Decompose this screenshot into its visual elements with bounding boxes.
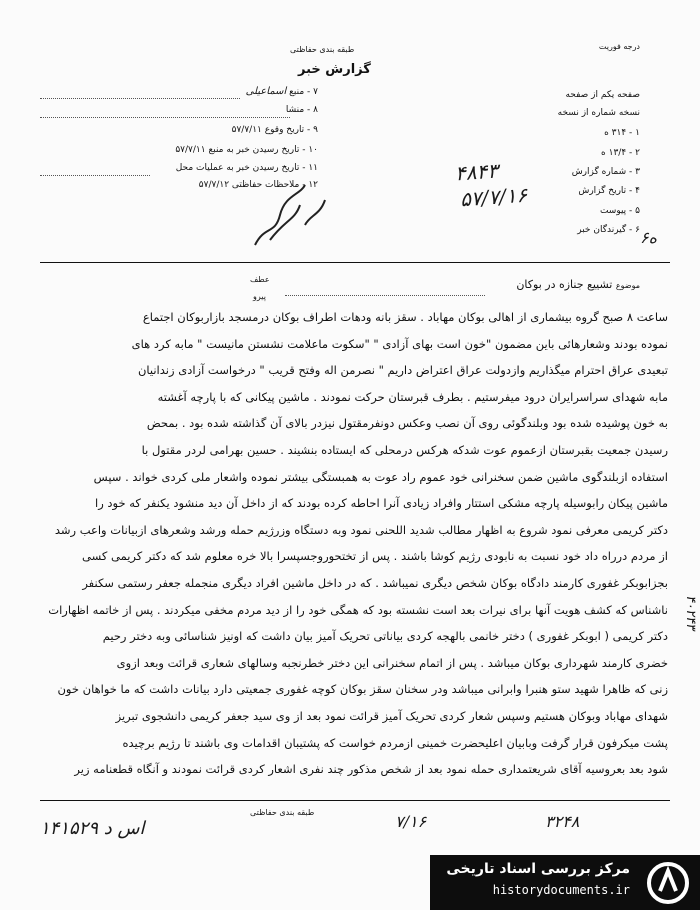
field-7: ۷ - منبع اسماعیلی (245, 86, 318, 97)
field-2: ۲ - ۱۳/۴ ه (601, 148, 640, 158)
body-line: دکتر کریمی معرفی نمود شروع به اظهار مطالب شدید اللحنی نمود وبه دستگاه وزرژیم حمله ورشد وشعرهای ازبیانات واعب رشد (54, 522, 668, 537)
field-1: ۱ - ۳۱۴ ه (604, 128, 640, 138)
margin-note: ۴۰۲۴۳ (683, 595, 698, 630)
field-8: ۸ - منشا (285, 105, 318, 115)
field-3: ۳ - شماره گزارش (571, 167, 640, 177)
body-line: خضری کارمند شهرداری بوکان میباشد . پس از اتمام سخنرانی این دختر خطرنجبه وسالهای شعاری قرائت وبعد ازوی (116, 655, 668, 670)
field-5: ۵ - پیوست (599, 206, 640, 216)
body-line: ساعت ۸ صبح گروه بیشماری از اهالی بوکان مهاباد . سقز بانه ودهات اطراف بوکان درمسجد بازاربوکان اجتماع (142, 310, 668, 324)
body-line: از مردم درراه داد خود نسبت به نابودی رژیم کوشا باشند . پس از تختحوروجسپسرا بالا خره معلوم شد که دکتر کریمی کسی (82, 549, 668, 564)
handwritten-report-number: ۴۸۴۳ (454, 158, 499, 186)
priority-label: درجه فوریت (598, 42, 640, 51)
field-11: ۱۱ - تاریخ رسیدن خبر به عملیات محل (175, 163, 318, 173)
handwritten-report-date: ۵۷/۷/۱۶ (459, 182, 528, 212)
field-9: ۹ - تاریخ وقوع ۵۷/۷/۱۱ (231, 125, 318, 135)
classification-bottom: طبقه بندی حفاظتی (250, 808, 315, 817)
body-line: ناشناس که کشف هویت آنها برای نیرات بعد است نشسته بود که همگی خود را از دید مردم مخفی میکردند . پس از خاتمه اظهارات (48, 602, 668, 617)
handwritten-annotation (245, 165, 335, 255)
handwritten-corner-mark: ۶ه (640, 228, 657, 247)
field-page-1: صفحه یکم از صفحه (565, 90, 640, 100)
field-12: ۱۲ - ملاحظات حفاظتی ۵۷/۷/۱۲ (198, 180, 318, 190)
footer-stamp-text-2: ۳۲۴۸ (545, 812, 580, 831)
body-line: دکتر کریمی ( ابوبکر غفوری ) دختر خانمی بالهجه کردی بیاناتی تحریک آمیز بیان داشت که اونیز شناسائی وبه دختر رحیم (102, 629, 668, 644)
body-line: به خون پوشیده شده بود وبلندگوئی روی آن نصب وعکس دونفرمقتول نیزدر بالای آن گذاشته شده بود . بمحض (146, 416, 668, 431)
body-line: نموده بودند وشعارهائی باین مضمون "خون است بهای آزادی " "سکوت ماعلامت نشستن مانیست " مابه کرد های (131, 336, 668, 351)
body-line: تبعیدی عراق احترام میگذاریم وازدولت عراق اعتراض داریم " نصرمن اله وفتح قریب " درخواست آزادی زندانیان (137, 363, 668, 378)
archive-code: ۱۴۱۵۲۹ اس د (40, 818, 145, 839)
body-line: پشت میکرفون قرار گرفت وبابیان اعلیحضرت خمینی ازمردم خواست که پشتیبان اقدامات وی باشند تا رژیم برچیده (122, 735, 668, 750)
body-line: مابه شهدای سراسرایران درود میفرستیم . بطرف قبرستان حرکت نمودند . ماشین پیکانی که با پارچه آغشته (157, 389, 668, 404)
watermark-logo-icon (646, 861, 690, 905)
field-6: ۶ - گیرندگان خبر (577, 225, 640, 235)
watermark-url: historydocuments.ir (492, 883, 630, 897)
field-10: ۱۰ - تاریخ رسیدن خبر به منبع ۵۷/۷/۱۱ (175, 145, 318, 155)
watermark-title: مرکز بررسی اسناد تاریخی (446, 861, 630, 877)
header-separator (40, 262, 670, 263)
footer-stamp-text: ۷/۱۶ (395, 812, 427, 831)
body-line: شود بعد بعروسیه آقای شریعتمداری حمله نمود بعد از شخص مذکور چند نفری اشعار کردی قرائت نمودند و آنگاه قطعنامه زیر (74, 762, 668, 777)
classification-top: طبقه بندی حفاظتی (290, 45, 355, 54)
watermark-banner (430, 855, 700, 910)
follow-label: پیرو (253, 292, 266, 301)
report-title: گزارش خبر (298, 62, 371, 77)
subject-line: موضوع تشییع جنازه در بوکان (516, 278, 640, 291)
body-line: شهدای مهاباد وبوکان هستیم وسپس شعار کردی تحریک آمیز قرائت نمود بعد از وی سید جعفر کریمی دانشجوی تبریز (115, 709, 668, 723)
footer-separator (40, 800, 670, 801)
field-4: ۴ - تاریخ گزارش (578, 186, 640, 196)
body-line: بجزابوبکر غفوری کارمند دادگاه بوکان شخص دیگری نمیباشد . که در داخل ماشین افراد دیگری منجمله جعفر رستمی سکنفر (82, 576, 668, 590)
field-page-2: نسخه شماره از نسخه (557, 108, 640, 118)
body-line: زنی که ظاهرا شهید ستو هنبرا وابرانی میباشد ودر سخنان سقز بوکان کوچه غفوری جمعیتی دارد بیانات داشت که ما خواهان خون (57, 682, 668, 697)
body-line: رسیدن جمعیت بقبرستان ازعموم عوت شدکه هرکس درمحلی که ایستاده بنشیند . حسین بهرامی لردر مقتول با (141, 443, 668, 457)
body-line: استفاده ازبلندگوی ماشین ضمن سخنرانی خود عموم راد عوت به همبستگی بیشتر نموده واشعار ملی کردی خواند . سپس (93, 469, 668, 484)
reference-label: عطف (250, 275, 270, 284)
body-line: ماشین پیکان رابوسیله پارچه مشکی استتار وافراد زیادی آنرا احاطه کرده بودند که از داخل آن دید منشود یکنفر که خود را (95, 496, 668, 511)
